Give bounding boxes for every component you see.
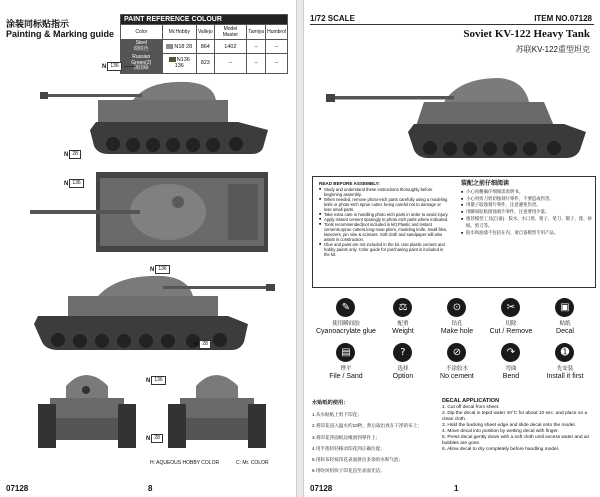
callout-front-color: N 136: [146, 376, 166, 385]
header-divider: [310, 24, 594, 25]
symbol-glue: ✎ 使用瞬间胶 Cyanoacrylate glue: [316, 298, 376, 335]
decal-step-cn: 4.用手指轻轻移动印花到正确位置；: [312, 445, 385, 451]
no-cement-icon: ⊘: [447, 343, 466, 362]
decal-step-cn: 2.将印花浸入温水约10秒，然后取出放在干净的布上；: [312, 423, 423, 429]
caution-cn-heading: 装配之前仔细阅读: [461, 181, 510, 187]
caution-item-cn: ■ 用瞬间胶粘接蚀刻片零件，注意要用少量。: [461, 209, 593, 216]
symbol-option: ? 选择 Option: [376, 343, 430, 380]
paint-table-caption: PAINT REFERENCE COLOUR: [121, 15, 288, 25]
decal-step: 6. Allow decal to dry completely before handling model.: [442, 447, 560, 452]
paint-header-mrhobby: Mr.Hobby: [162, 25, 196, 40]
paint-header-vallejo: Vallejo: [196, 25, 214, 40]
symbol-decal: ▣ 贴纸 Decal: [538, 298, 592, 335]
paint-tamiya-cell: –: [247, 40, 266, 54]
legend-aqueous: H: AQUEOUS HOBBY COLOR: [150, 460, 220, 466]
install-first-icon: ➊: [555, 343, 574, 362]
item-number: ITEM NO.07128: [534, 14, 592, 23]
right-footer-item-number: 07128: [310, 484, 333, 493]
symbol-file: ▤ 锉平 File / Sand: [316, 343, 376, 380]
caution-item: ■ When needed, remove photo-etch parts carefully using a modeling knife or photo-etch sprue cutter, being careful not to damage or lose small parts.: [319, 197, 449, 212]
painting-guide-title-cn: 涂装同标贴指示: [6, 19, 70, 29]
steel-swatch: [166, 44, 173, 49]
tank-box-art: [324, 66, 594, 162]
file-icon: ▤: [336, 343, 355, 362]
decal-step-cn: 3.将印花背面纸边缘滑到零件上；: [312, 434, 381, 440]
paint-humbrol-cell: –: [266, 54, 288, 74]
legend-mr-color: C: Mr. COLOR: [236, 460, 269, 466]
paint-header-humbrol: Humbrol: [266, 25, 288, 40]
paint-name-cell: Steel 钢铁色: [121, 40, 163, 54]
green-swatch: [169, 57, 176, 62]
caution-item: ■ Apply instant cement sparingly to photo etch parts where indicated.: [319, 217, 449, 222]
decal-step: 4. Move decal into position by wetting decal with finger.: [442, 429, 559, 434]
weight-icon: ⚖: [393, 298, 412, 317]
paint-code-cell: N136 136: [162, 54, 196, 74]
paint-header-color: Color: [121, 25, 163, 40]
paint-name-cell: Russian Green(2) 俄国绿: [121, 54, 163, 74]
caution-item-cn: ■ 用镊子取蚀刻片零件，注意避免伤害。: [461, 202, 593, 209]
decal-step: 3. Hold the backing sheet edge and slide decal onto the model.: [442, 423, 576, 428]
caution-section: [312, 176, 596, 288]
symbol-bend: ↷ 弯曲 Bend: [484, 343, 538, 380]
decal-instructions-en: [442, 398, 596, 453]
scale-label: 1/72 SCALE: [310, 14, 355, 23]
caution-item: ■ Take extra care in handling photo etch parts in order to avoid injury.: [319, 212, 449, 217]
symbol-no-cement: ⊘ 不涂胶水 No cement: [430, 343, 484, 380]
symbol-install-first: ➊ 先安装 Install it first: [538, 343, 592, 380]
tank-side-view-right: [28, 268, 278, 354]
callout-side-color: N 136: [150, 265, 170, 274]
option-icon: ?: [393, 343, 412, 362]
caution-item-cn: ■ 推荐模型工具(自备)：胶水、水口剪、钳子、笔刀、镊子、锉、砂纸、剪刀等。: [461, 216, 593, 230]
decal-instructions-cn: [312, 398, 444, 476]
left-page-number: 8: [148, 484, 153, 493]
painting-guide-page: [0, 0, 296, 497]
instruction-cover-page: [304, 0, 600, 497]
caution-item: ■ Study and understand these instructions thoroughly before beginning assembly.: [319, 187, 449, 197]
drill-icon: ⊙: [447, 298, 466, 317]
tank-front-view: [36, 362, 136, 452]
callout-main-color: N 136: [102, 62, 122, 71]
callout-top-color: N 136: [64, 179, 84, 188]
caution-item: ■ Glue and paint are not included in the kit. Use plastic cement and hobby paints only. Color guide for purchasing paint is included in the kit.: [319, 242, 449, 257]
paint-reference-table: [120, 14, 288, 74]
bend-icon: ↷: [501, 343, 520, 362]
tank-side-view-left: [38, 70, 278, 160]
cut-icon: ✂: [501, 298, 520, 317]
caution-item-cn: ■ 胶水和油漆不包括在内，请自备模型专用产品。: [461, 230, 593, 237]
kit-title: Soviet KV-122 Heavy Tank: [463, 28, 590, 40]
paint-tamiya-cell: –: [247, 54, 266, 74]
paint-modelmaster-cell: –: [214, 54, 247, 74]
instruction-symbols: [316, 298, 592, 380]
left-footer-item-number: 07128: [6, 484, 29, 493]
decal-cn-heading: 水贴纸的使用：: [312, 400, 349, 406]
symbol-weight: ⚖ 配重 Weight: [376, 298, 430, 335]
symbol-cut: ✂ 切除 Cut / Remove: [484, 298, 538, 335]
caution-en-heading: READ BEFORE ASSEMBLY:: [319, 181, 380, 186]
tank-rear-view: [166, 362, 266, 452]
callout-side-steel: N 28: [194, 340, 211, 349]
decal-step-cn: 1.从水贴纸上剪下印花；: [312, 412, 362, 418]
caution-english: [319, 181, 449, 257]
paint-vallejo-cell: 823: [196, 54, 214, 74]
right-page-number: 1: [454, 484, 459, 493]
decal-step: 2. Dip the decal in tepid water 40°C for about 10 sec. and place on a clean cloth.: [442, 411, 588, 422]
decal-step: 1. Cut off decal from sheet.: [442, 405, 500, 410]
page-gutter: [296, 0, 304, 497]
decal-step-cn: 6.用吹风机吹干印花直至表面光洁。: [312, 468, 385, 474]
decal-step: 5. Press decal gently down with a soft cloth until excess water and air bubbles are gone.: [442, 435, 590, 446]
caution-item-cn: ■ 小心用剪刀剪切蚀刻片零件，不要造成伤害。: [461, 196, 593, 203]
decal-icon: ▣: [555, 298, 574, 317]
paint-header-modelmaster: Model Master: [214, 25, 247, 40]
decal-step-cn: 5.用软布轻按印花表面挤出多余的水和气泡；: [312, 457, 404, 463]
glue-icon: ✎: [336, 298, 355, 317]
paint-header-tamiya: Tamiya: [247, 25, 266, 40]
caution-item: ■ Tools recommended(not included in kit):Plastic and instant cements,sprue cutters,long-nose pliers, modeling knife, small files, tweezers, pin vise & scissors. Soft cloth and sandpaper will also assist in construction.: [319, 222, 449, 242]
paint-vallejo-cell: 864: [196, 40, 214, 54]
symbol-drill: ⊙ 钻孔 Make hole: [430, 298, 484, 335]
decal-en-heading: DECAL APPLICATION: [442, 398, 500, 404]
callout-steel-color: N 28: [64, 150, 81, 159]
caution-item-cn: ■ 小心再精确仔细阅读说明书。: [461, 189, 593, 196]
paint-modelmaster-cell: 1402: [214, 40, 247, 54]
callout-front-steel: N 28: [146, 434, 163, 443]
paint-row-steel: [121, 40, 288, 54]
caution-chinese: [461, 181, 593, 236]
kit-title-cn: 苏联KV-122重型坦克: [515, 45, 590, 54]
painting-guide-title: Painting & Marking guide: [6, 29, 115, 39]
paint-humbrol-cell: –: [266, 40, 288, 54]
paint-code-cell: N18 28: [162, 40, 196, 54]
